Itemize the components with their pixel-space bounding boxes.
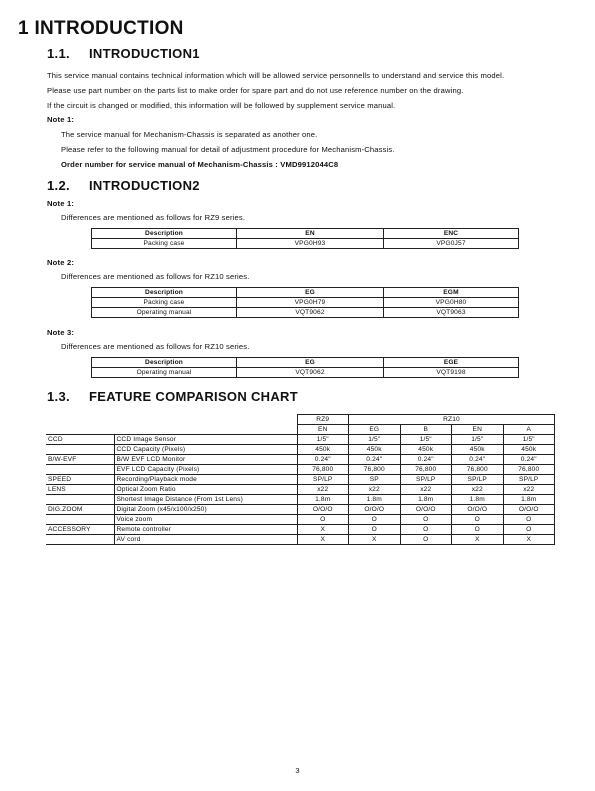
category-cell: [46, 495, 114, 505]
category-cell: [46, 515, 114, 525]
table-row: [46, 525, 555, 535]
value-cell: O: [503, 515, 555, 525]
section-heading-1-1: 1.1. INTRODUCTION1: [47, 46, 200, 61]
note-text: Differences are mentioned as follows for RZ10 series.: [61, 272, 250, 281]
table-cell: VQT9198: [384, 368, 519, 378]
category-cell: [46, 445, 114, 455]
table-header-cell: ENC: [384, 229, 519, 239]
value-cell: 450k: [503, 445, 555, 455]
table-header-cell: Description: [92, 229, 237, 239]
value-cell: x22: [452, 485, 504, 495]
variant-header: B: [400, 425, 452, 435]
table-header-cell: EG: [237, 358, 384, 368]
value-cell: 0.24": [400, 455, 452, 465]
page-number: 3: [295, 766, 300, 775]
feature-item-cell: Recording/Playback mode: [114, 475, 297, 485]
value-cell: O: [400, 525, 452, 535]
table-row: [46, 485, 555, 495]
variant-header: EN: [452, 425, 504, 435]
value-cell: O: [503, 525, 555, 535]
table-cell: VPG0H93: [237, 239, 384, 249]
page-heading: 1 INTRODUCTION: [18, 18, 184, 39]
table-cell: VPG0J57: [384, 239, 519, 249]
table-header-row: [92, 229, 519, 239]
value-cell: SP/LP: [297, 475, 349, 485]
feature-item-cell: Remote controller: [114, 525, 297, 535]
value-cell: 1/5": [452, 435, 504, 445]
value-cell: 76,800: [452, 465, 504, 475]
value-cell: O/O/O: [452, 505, 504, 515]
table-cell: Operating manual: [92, 308, 237, 318]
category-cell: ACCESSORY: [46, 525, 114, 535]
value-cell: 1/5": [400, 435, 452, 445]
value-cell: O/O/O: [297, 505, 349, 515]
value-cell: 450k: [349, 445, 401, 455]
feature-item-cell: B/W EVF LCD Monitor: [114, 455, 297, 465]
value-cell: 76,800: [349, 465, 401, 475]
table-cell: Packing case: [92, 239, 237, 249]
table-row: [46, 475, 555, 485]
feature-item-cell: EVF LCD Capacity (Pixels): [114, 465, 297, 475]
note-text: Differences are mentioned as follows for RZ9 series.: [61, 213, 246, 222]
note-label: Note 3:: [47, 328, 75, 337]
value-cell: O/O/O: [400, 505, 452, 515]
table-cell: VQT9062: [237, 308, 384, 318]
table-model-row: [46, 415, 555, 425]
table-header-row: [92, 358, 519, 368]
table-row: [46, 535, 555, 545]
category-cell: [46, 465, 114, 475]
category-cell: DIG.ZOOM: [46, 505, 114, 515]
note-text: Differences are mentioned as follows for RZ10 series.: [61, 342, 250, 351]
value-cell: 0.24": [349, 455, 401, 465]
value-cell: O: [349, 515, 401, 525]
table-row: [46, 495, 555, 505]
value-cell: 76,800: [503, 465, 555, 475]
table-cell: Operating manual: [92, 368, 237, 378]
table-header-cell: EGM: [384, 288, 519, 298]
differences-table-rz10-b: [91, 357, 519, 378]
table-cell: VPG0H79: [237, 298, 384, 308]
table-row: [46, 435, 555, 445]
variant-header: EN: [297, 425, 349, 435]
value-cell: 1.8m: [400, 495, 452, 505]
variant-header: EG: [349, 425, 401, 435]
table-row: [46, 515, 555, 525]
intro-paragraph: This service manual contains technical information which will be allowed service personnells to understand and service this model.: [47, 71, 505, 80]
value-cell: X: [503, 535, 555, 545]
table-cell: VQT9063: [384, 308, 519, 318]
table-row: [92, 298, 519, 308]
feature-item-cell: Optical Zoom Ratio: [114, 485, 297, 495]
value-cell: x22: [349, 485, 401, 495]
table-row: [46, 465, 555, 475]
table-row: [92, 308, 519, 318]
value-cell: O: [452, 515, 504, 525]
feature-comparison-table: [46, 414, 555, 545]
value-cell: O/O/O: [349, 505, 401, 515]
section-heading-1-3: 1.3. FEATURE COMPARISON CHART: [47, 389, 298, 404]
value-cell: O: [400, 535, 452, 545]
note-text: Please refer to the following manual for detail of adjustment procedure for Mechanism-Chassis.: [61, 145, 395, 154]
value-cell: 450k: [452, 445, 504, 455]
note-text: The service manual for Mechanism-Chassis is separated as another one.: [61, 130, 318, 139]
section-heading-1-2: 1.2. INTRODUCTION2: [47, 178, 200, 193]
feature-item-cell: Digital Zoom (x45/x100/x250): [114, 505, 297, 515]
differences-table-rz10-a: [91, 287, 519, 318]
table-row: [46, 445, 555, 455]
variant-header: A: [503, 425, 555, 435]
value-cell: 1/5": [297, 435, 349, 445]
value-cell: 450k: [297, 445, 349, 455]
intro-paragraph: If the circuit is changed or modified, this information will be followed by supplement service manual.: [47, 101, 396, 110]
table-variant-row: [46, 425, 555, 435]
model-header: RZ9: [297, 415, 349, 425]
value-cell: 76,800: [297, 465, 349, 475]
value-cell: 1.8m: [452, 495, 504, 505]
value-cell: x22: [297, 485, 349, 495]
value-cell: X: [452, 535, 504, 545]
category-cell: SPEED: [46, 475, 114, 485]
value-cell: 1/5": [503, 435, 555, 445]
value-cell: 0.24": [503, 455, 555, 465]
category-cell: CCD: [46, 435, 114, 445]
feature-item-cell: Voice zoom: [114, 515, 297, 525]
table-cell: VPG0H80: [384, 298, 519, 308]
feature-item-cell: CCD Capacity (Pixels): [114, 445, 297, 455]
table-header-cell: EGE: [384, 358, 519, 368]
value-cell: 450k: [400, 445, 452, 455]
value-cell: 1.8m: [349, 495, 401, 505]
value-cell: SP/LP: [452, 475, 504, 485]
table-cell: VQT9062: [237, 368, 384, 378]
value-cell: X: [349, 535, 401, 545]
value-cell: SP: [349, 475, 401, 485]
table-header-cell: Description: [92, 288, 237, 298]
value-cell: 0.24": [452, 455, 504, 465]
value-cell: x22: [400, 485, 452, 495]
note-label: Note 2:: [47, 258, 75, 267]
category-cell: LENS: [46, 485, 114, 495]
value-cell: O: [349, 525, 401, 535]
table-row: [92, 239, 519, 249]
order-number-line: Order number for service manual of Mechanism-Chassis : VMD9912044C8: [61, 160, 339, 169]
table-header-cell: EG: [237, 288, 384, 298]
value-cell: SP/LP: [400, 475, 452, 485]
table-row: [46, 505, 555, 515]
value-cell: SP/LP: [503, 475, 555, 485]
note-label: Note 1:: [47, 199, 75, 208]
feature-item-cell: AV cord: [114, 535, 297, 545]
feature-item-cell: CCD Image Sensor: [114, 435, 297, 445]
table-header-row: [92, 288, 519, 298]
category-cell: B/W-EVF: [46, 455, 114, 465]
table-header-cell: Description: [92, 358, 237, 368]
table-header-cell: EN: [237, 229, 384, 239]
intro-paragraph: Please use part number on the parts list to make order for spare part and do not use reference number on the drawing.: [47, 86, 464, 95]
value-cell: O: [452, 525, 504, 535]
value-cell: O: [297, 515, 349, 525]
table-cell: Packing case: [92, 298, 237, 308]
value-cell: x22: [503, 485, 555, 495]
value-cell: 1.8m: [503, 495, 555, 505]
value-cell: 1/5": [349, 435, 401, 445]
model-header: RZ10: [349, 415, 555, 425]
table-row: [46, 455, 555, 465]
value-cell: X: [297, 525, 349, 535]
feature-item-cell: Shortest Image Distance (From 1st Lens): [114, 495, 297, 505]
value-cell: O/O/O: [503, 505, 555, 515]
value-cell: 0.24": [297, 455, 349, 465]
value-cell: O: [400, 515, 452, 525]
note-label: Note 1:: [47, 115, 75, 124]
differences-table-rz9: [91, 228, 519, 249]
value-cell: X: [297, 535, 349, 545]
value-cell: 76,800: [400, 465, 452, 475]
table-row: [92, 368, 519, 378]
value-cell: 1.8m: [297, 495, 349, 505]
category-cell: [46, 535, 114, 545]
